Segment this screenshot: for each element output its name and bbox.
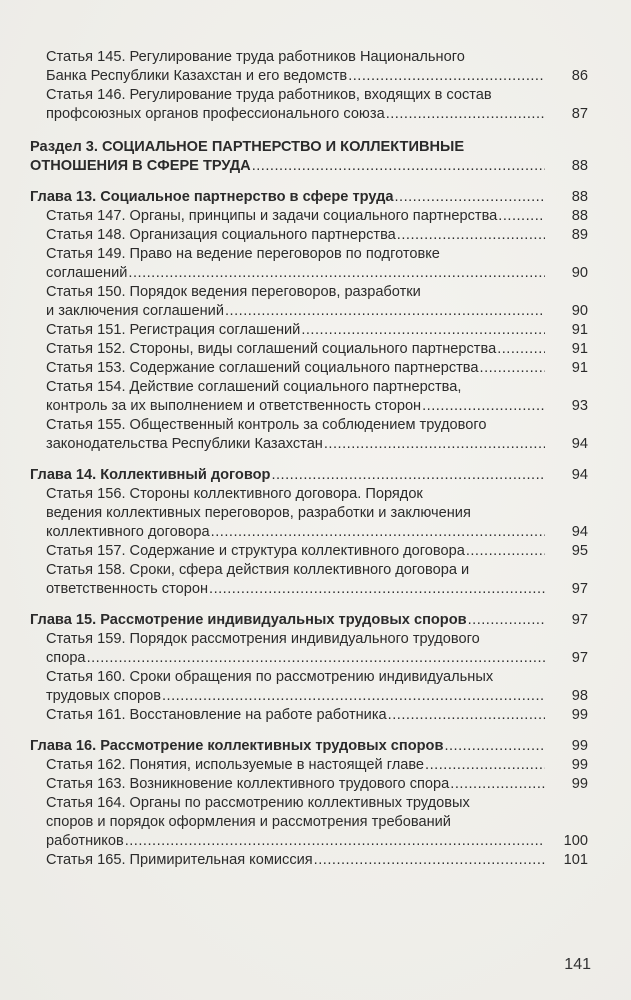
toc-entry-article-155 (46, 416, 588, 454)
toc-page-number: 99 (571, 776, 588, 792)
toc-entry-line: Статья 151. Регистрация соглашений (46, 322, 301, 338)
toc-entry-line: Статья 149. Право на ведение переговоров по подготовке (46, 246, 440, 262)
leader-dots (209, 580, 545, 599)
toc-page-number: 94 (571, 467, 588, 483)
toc-page-number: 86 (571, 68, 588, 84)
toc-page-number: 100 (563, 833, 588, 849)
leader-dots (314, 851, 545, 870)
toc-entry-line: Раздел 3. СОЦИАЛЬНОЕ ПАРТНЕРСТВО И КОЛЛЕКТИВНЫЕ (30, 139, 465, 155)
toc-entry-line: законодательства Республики Казахстан (46, 436, 323, 452)
toc-entry-article-147 (46, 207, 588, 226)
leader-dots (468, 611, 545, 630)
toc-entry-line: Статья 156. Стороны коллективного договора. Порядок (46, 486, 423, 502)
toc-entry-line: Статья 159. Порядок рассмотрения индивидуального трудового (46, 631, 480, 647)
toc-entry-line: Статья 146. Регулирование труда работников, входящих в состав (46, 87, 492, 103)
toc-entry-line: Статья 158. Сроки, сфера действия коллективного договора и (46, 562, 470, 578)
leader-dots (388, 706, 545, 725)
leader-dots (162, 687, 545, 706)
toc-entry-line: Статья 148. Организация социального партнерства (46, 227, 396, 243)
toc-entry-section-3 (30, 138, 588, 176)
toc-entry-article-148 (46, 226, 588, 245)
toc-entry-article-145 (46, 48, 588, 86)
toc-page-number: 89 (571, 227, 588, 243)
toc-entry-line: Статья 163. Возникновение коллективного трудового спора (46, 776, 450, 792)
toc-entry-chapter-15 (30, 611, 588, 630)
toc-entry-line: профсоюзных органов профессионального союза (46, 106, 385, 122)
toc-entry-article-154 (46, 378, 588, 416)
toc-entry-article-162 (46, 756, 588, 775)
toc-entry-line: споров и порядок оформления и рассмотрения требований (46, 814, 451, 830)
toc-entry-line: Статья 155. Общественный контроль за соблюдением трудового (46, 417, 487, 433)
leader-dots (225, 302, 545, 321)
toc-entry-article-164 (46, 794, 588, 851)
toc-page-number: 90 (571, 303, 588, 319)
toc-page-number: 94 (571, 436, 588, 452)
toc-page-number: 99 (571, 738, 588, 754)
toc-entry-line: Глава 16. Рассмотрение коллективных трудовых споров (30, 738, 444, 754)
toc-page-number: 97 (571, 612, 588, 628)
toc-entry-article-146 (46, 86, 588, 124)
toc-page-number: 88 (571, 189, 588, 205)
toc-entry-line: спора (46, 650, 86, 666)
toc-entry-article-157 (46, 542, 588, 561)
leader-dots (211, 523, 545, 542)
toc-entry-line: Глава 15. Рассмотрение индивидуальных трудовых споров (30, 612, 467, 628)
toc-entry-line: работников (46, 833, 124, 849)
toc-entry-line: Статья 164. Органы по рассмотрению коллективных трудовых (46, 795, 470, 811)
toc-page-number: 95 (571, 543, 588, 559)
toc-page-number: 93 (571, 398, 588, 414)
toc-entry-article-150 (46, 283, 588, 321)
toc-page-number: 97 (571, 581, 588, 597)
toc-entry-article-158 (46, 561, 588, 599)
toc-entry-chapter-13 (30, 188, 588, 207)
toc-page-number: 90 (571, 265, 588, 281)
toc-entry-line: Статья 152. Стороны, виды соглашений социального партнерства (46, 341, 497, 357)
toc-entry-article-156 (46, 485, 588, 542)
toc-entry-line: Статья 150. Порядок ведения переговоров, разработки (46, 284, 421, 300)
leader-dots (444, 737, 545, 756)
toc-entry-line: Глава 14. Коллективный договор (30, 467, 271, 483)
toc-entry-line: соглашений (46, 265, 128, 281)
toc-entry-article-163 (46, 775, 588, 794)
leader-dots (301, 321, 545, 340)
toc-entry-line: Статья 165. Примирительная комиссия (46, 852, 313, 868)
leader-dots (348, 67, 545, 86)
toc-page-number: 88 (571, 208, 588, 224)
page-number: 141 (564, 956, 591, 973)
toc-page-number: 88 (571, 158, 588, 174)
toc-entry-line: и заключения соглашений (46, 303, 224, 319)
toc-page-number: 91 (571, 341, 588, 357)
toc-page-number: 101 (563, 852, 588, 868)
leader-dots (497, 340, 545, 359)
toc-entry-article-151 (46, 321, 588, 340)
toc-page-number: 87 (571, 106, 588, 122)
toc-entry-line: Статья 154. Действие соглашений социального партнерства, (46, 379, 462, 395)
toc-page-number: 91 (571, 360, 588, 376)
toc-entry-chapter-14 (30, 466, 588, 485)
leader-dots (252, 157, 545, 176)
toc-entry-line: ведения коллективных переговоров, разработки и заключения (46, 505, 471, 521)
toc-page-number: 91 (571, 322, 588, 338)
leader-dots (271, 466, 545, 485)
toc-entry-line: Статья 157. Содержание и структура коллективного договора (46, 543, 465, 559)
toc-entry-article-153 (46, 359, 588, 378)
toc-page-number: 99 (571, 707, 588, 723)
toc-entry-line: Глава 13. Социальное партнерство в сфере труда (30, 189, 394, 205)
toc-entry-line: Статья 145. Регулирование труда работников Национального (46, 49, 465, 65)
leader-dots (422, 397, 545, 416)
toc-entry-article-149 (46, 245, 588, 283)
toc-entry-line: Банка Республики Казахстан и его ведомств (46, 68, 348, 84)
toc-entry-line: Статья 153. Содержание соглашений социального партнерства (46, 360, 479, 376)
toc-entry-line: ОТНОШЕНИЯ В СФЕРЕ ТРУДА (30, 158, 251, 174)
toc-entry-article-152 (46, 340, 588, 359)
leader-dots (125, 832, 545, 851)
toc-page-number: 99 (571, 757, 588, 773)
toc-entry-chapter-16 (30, 737, 588, 756)
leader-dots (386, 105, 545, 124)
toc-page-number: 97 (571, 650, 588, 666)
toc-entry-article-165 (46, 851, 588, 870)
leader-dots (87, 649, 545, 668)
toc-entry-line: Статья 162. Понятия, используемые в настоящей главе (46, 757, 425, 773)
toc-entry-line: Статья 161. Восстановление на работе работника (46, 707, 387, 723)
leader-dots (128, 264, 545, 283)
table-of-contents (0, 48, 631, 870)
leader-dots (425, 756, 545, 775)
leader-dots (394, 188, 545, 207)
leader-dots (450, 775, 545, 794)
toc-page-number: 98 (571, 688, 588, 704)
leader-dots (324, 435, 545, 454)
toc-entry-line: трудовых споров (46, 688, 161, 704)
toc-entry-line: ответственность сторон (46, 581, 209, 597)
leader-dots (498, 207, 545, 226)
leader-dots (480, 359, 545, 378)
toc-entry-line: Статья 147. Органы, принципы и задачи социального партнерства (46, 208, 498, 224)
toc-entry-line: коллективного договора (46, 524, 210, 540)
toc-entry-line: контроль за их выполнением и ответственность сторон (46, 398, 422, 414)
toc-entry-article-160 (46, 668, 588, 706)
toc-entry-article-161 (46, 706, 588, 725)
toc-entry-article-159 (46, 630, 588, 668)
toc-page-number: 94 (571, 524, 588, 540)
leader-dots (397, 226, 545, 245)
toc-entry-line: Статья 160. Сроки обращения по рассмотрению индивидуальных (46, 669, 494, 685)
leader-dots (466, 542, 545, 561)
